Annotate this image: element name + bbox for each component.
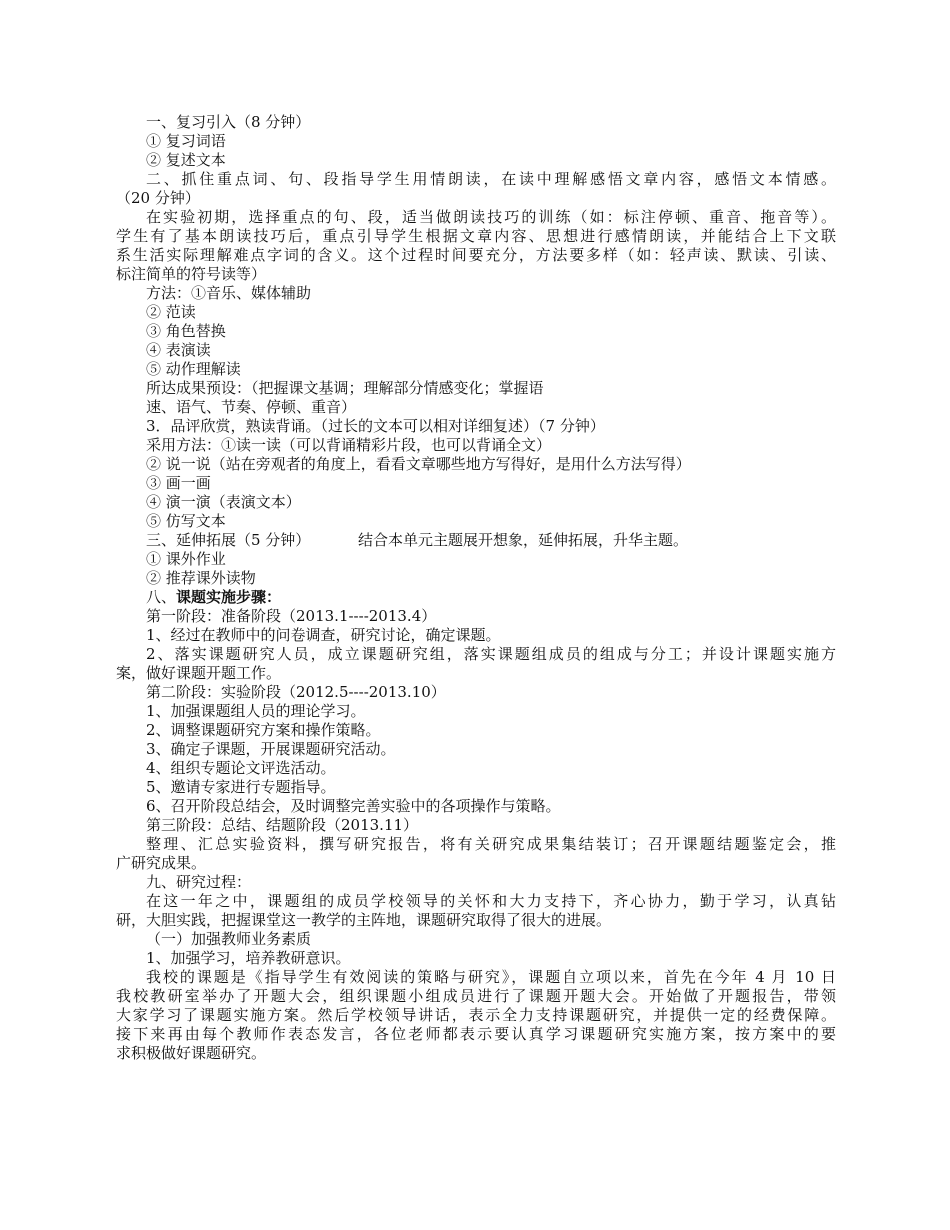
text-line — [116, 455, 836, 474]
line-text: 1、加强学习，培养教研意识。 — [146, 949, 351, 967]
line-text: ② 复述文本 — [146, 151, 226, 169]
line-text: 标注简单的符号读等） — [116, 265, 267, 283]
line-text: 在这一年之中，课题组的成员学校领导的关怀和大力支持下，齐心协力，勤于学习，认真钻 — [146, 892, 836, 910]
text-line — [116, 1044, 836, 1063]
line-text: ② 范读 — [146, 303, 196, 321]
text-line — [116, 588, 836, 607]
text-line — [116, 645, 836, 664]
text-line — [116, 626, 836, 645]
text-line — [116, 303, 836, 322]
text-line — [116, 911, 836, 930]
text-line — [116, 531, 836, 550]
line-text: 案，做好课题开题工作。 — [116, 664, 282, 682]
line-text: 三、延伸拓展（5 分钟） 结合本单元主题展开想象，延伸拓展，升华主题。 — [146, 531, 688, 549]
line-text: ④ 演一演（表演文本） — [146, 493, 301, 511]
text-line — [116, 322, 836, 341]
text-line — [116, 664, 836, 683]
line-text: 1、加强课题组人员的理论学习。 — [146, 702, 366, 720]
text-line — [116, 797, 836, 816]
line-text: 2、落实课题研究人员，成立课题研究组，落实课题组成员的组成与分工；并设计课题实施方 — [146, 645, 836, 663]
line-text: 广研究成果。 — [116, 854, 207, 872]
line-text: ④ 表演读 — [146, 341, 211, 359]
text-line — [116, 170, 836, 189]
line-text: 八、 — [146, 588, 177, 606]
text-line — [116, 683, 836, 702]
line-text: 二、抓住重点词、句、段指导学生用情朗读，在读中理解感悟文章内容，感悟文本情感。 — [146, 170, 836, 188]
text-line — [116, 892, 836, 911]
line-text: 速、语气、节奏、停顿、重音） — [146, 398, 357, 416]
text-line — [116, 398, 836, 417]
text-line — [116, 512, 836, 531]
line-text: 九、研究过程： — [146, 873, 252, 891]
line-text: ② 推荐课外读物 — [146, 569, 256, 587]
line-text: 所达成果预设：（把握课文基调；理解部分情感变化；掌握语 — [146, 379, 544, 397]
text-line — [116, 189, 836, 208]
line-text: 学生有了基本朗读技巧后，重点引导学生根据文章内容、思想进行感情朗读，并能结合上下文联 — [116, 227, 836, 245]
line-text: 方法：①音乐、媒体辅助 — [146, 284, 312, 302]
line-text: 我校的课题是《指导学生有效阅读的策略与研究》，课题自立项以来，首先在今年 4 月 10 日 — [146, 968, 836, 986]
text-line — [116, 360, 836, 379]
line-text: 研，大胆实践，把握课堂这一教学的主阵地，课题研究取得了很大的进展。 — [116, 911, 612, 929]
line-text: 求积极做好课题研究。 — [116, 1044, 267, 1062]
line-text: 整理、汇总实验资料，撰写研究报告，将有关研究成果集结装订；召开课题结题鉴定会，推 — [146, 835, 836, 853]
text-line — [116, 607, 836, 626]
text-line — [116, 987, 836, 1006]
line-text: ③ 角色替换 — [146, 322, 226, 340]
document-body — [116, 113, 836, 1063]
line-text: ③ 画一画 — [146, 474, 211, 492]
text-line — [116, 949, 836, 968]
text-line — [116, 873, 836, 892]
text-line — [116, 132, 836, 151]
line-text: 第三阶段：总结、结题阶段（2013.11） — [146, 816, 419, 834]
text-line — [116, 151, 836, 170]
text-line — [116, 227, 836, 246]
line-text: 3、确定子课题，开展课题研究活动。 — [146, 740, 396, 758]
text-line — [116, 550, 836, 569]
text-line — [116, 474, 836, 493]
text-line — [116, 778, 836, 797]
text-line — [116, 816, 836, 835]
text-line — [116, 1006, 836, 1025]
text-line — [116, 721, 836, 740]
line-text: 2、调整课题研究方案和操作策略。 — [146, 721, 381, 739]
line-text: ⑤ 仿写文本 — [146, 512, 226, 530]
line-text: 3．品评欣赏，熟读背诵。（过长的文本可以相对详细复述）（7 分钟） — [146, 417, 605, 435]
text-line — [116, 208, 836, 227]
line-text: 采用方法：①读一读（可以背诵精彩片段，也可以背诵全文） — [146, 436, 552, 454]
line-text: 5、邀请专家进行专题指导。 — [146, 778, 336, 796]
text-line — [116, 930, 836, 949]
text-line — [116, 417, 836, 436]
line-text: 在实验初期，选择重点的句、段，适当做朗读技巧的训练（如：标注停顿、重音、拖音等）。 — [146, 208, 836, 226]
text-line — [116, 246, 836, 265]
line-text: 系生活实际理解难点字词的含义。这个过程时间要充分，方法要多样（如：轻声读、默读、引读、 — [116, 246, 836, 264]
text-line — [116, 113, 836, 132]
text-line — [116, 436, 836, 455]
line-text: 我校教研室举办了开题大会，组织课题小组成员进行了课题开题大会。开始做了开题报告，带领 — [116, 987, 836, 1005]
text-line — [116, 341, 836, 360]
line-text: ② 说一说（站在旁观者的角度上，看看文章哪些地方写得好，是用什么方法写得） — [146, 455, 691, 473]
line-text: 大家学习了课题实施方案。然后学校领导讲话，表示全力支持课题研究，并提供一定的经费保障。 — [116, 1006, 836, 1024]
line-text: 1、经过在教师中的问卷调查，研究讨论，确定课题。 — [146, 626, 501, 644]
line-text: 一、复习引入（8 分钟） — [146, 113, 311, 131]
text-line — [116, 284, 836, 303]
section-heading-bold: 课题实施步骤： — [176, 588, 282, 606]
line-text: ① 复习词语 — [146, 132, 226, 150]
text-line — [116, 835, 836, 854]
text-line — [116, 265, 836, 284]
line-text: 第一阶段：准备阶段（2013.1----2013.4） — [146, 607, 437, 625]
text-line — [116, 968, 836, 987]
line-text: （20 分钟） — [116, 189, 200, 207]
text-line — [116, 493, 836, 512]
text-line — [116, 759, 836, 778]
text-line — [116, 702, 836, 721]
line-text: 4、组织专题论文评选活动。 — [146, 759, 336, 777]
text-line — [116, 740, 836, 759]
text-line — [116, 1025, 836, 1044]
text-line — [116, 379, 836, 398]
text-line — [116, 854, 836, 873]
line-text: （一）加强教师业务素质 — [146, 930, 312, 948]
line-text: 接下来再由每个教师作表态发言，各位老师都表示要认真学习课题研究实施方案，按方案中的要 — [116, 1025, 836, 1043]
line-text: ① 课外作业 — [146, 550, 226, 568]
line-text: 第二阶段：实验阶段（2012.5----2013.10） — [146, 683, 446, 701]
line-text: 6、召开阶段总结会，及时调整完善实验中的各项操作与策略。 — [146, 797, 561, 815]
line-text: ⑤ 动作理解读 — [146, 360, 241, 378]
text-line — [116, 569, 836, 588]
